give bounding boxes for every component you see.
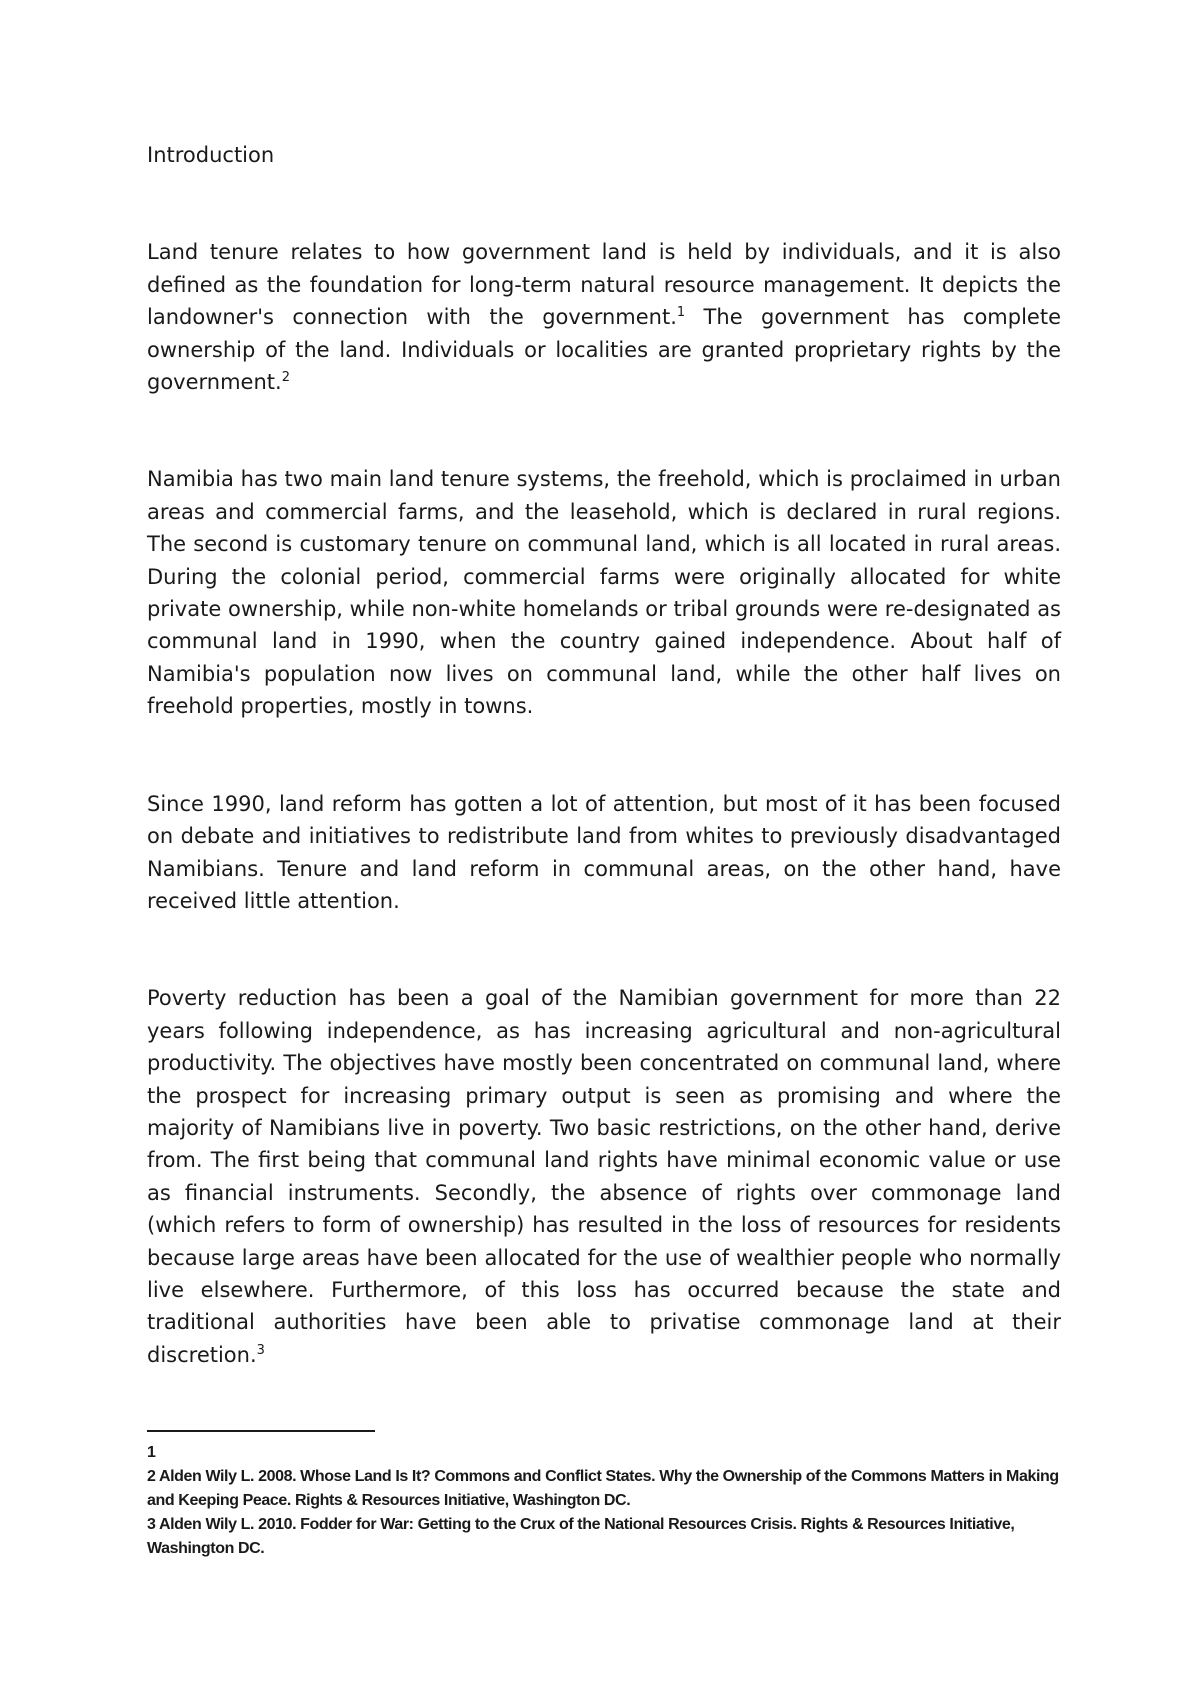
paragraph-text-continued: The government has complete ownership of the land. Individuals or localities are granted proprietary rights by the government. xyxy=(147,305,1061,395)
section-heading: Introduction xyxy=(147,143,275,167)
document-body xyxy=(147,139,1061,1371)
footnote-3: 3 Alden Wily L. 2010. Fodder for War: Getting to the Crux of the National Resources Crisis. Rights & Resources Initiative, Washington DC. xyxy=(147,1516,1015,1557)
paragraph-land-reform xyxy=(147,788,1061,918)
paragraph-text: Namibia has two main land tenure systems, the freehold, which is proclaimed in urban areas and commercial farms, and the leasehold, which is declared in rural regions. The second is customary tenure on communal land, which is all located in rural areas. During the colonial period, commercial farms were originally allocated for white private ownership, while non-white homelands or tribal grounds were re-designated as communal land in 1990, when the country gained independence. About half of Namibia's population now lives on communal land, while the other half lives on freehold properties, mostly in towns. xyxy=(147,467,1061,719)
footnote-1: 1 xyxy=(147,1444,156,1461)
paragraph-land-tenure xyxy=(147,236,1061,398)
footnote-ref-1[interactable]: 1 xyxy=(676,305,686,321)
footnote-2: 2 Alden Wily L. 2008. Whose Land Is It? Commons and Conflict States. Why the Ownership of the Commons Matters in Making and Keeping Peace. Rights & Resources Initiative, Washington DC. xyxy=(147,1468,1059,1509)
paragraph-text: Since 1990, land reform has gotten a lot of attention, but most of it has been focused on debate and initiatives to redistribute land from whites to previously disadvantaged Namibians. Tenure and land reform in communal areas, on the other hand, have received little attention. xyxy=(147,791,1061,913)
paragraph-text: Poverty reduction has been a goal of the Namibian government for more than 22 years following independence, as has increasing agricultural and non-agricultural productivity. The objectives have mostly been concentrated on communal land, where the prospect for increasing primary output is seen as promising and where the majority of Namibians live in poverty. Two basic restrictions, on the other hand, derive from. The first being that communal land rights have minimal economic value or use as financial instruments. Secondly, the absence of rights over commonage land (which refers to form of ownership) has resulted in the loss of resources for residents because large areas have been allocated for the use of wealthier people who normally live elsewhere. Furthermore, of this loss has occurred because the state and traditional authorities have been able to privatise commonage land at their discretion. xyxy=(147,986,1061,1367)
footnote-separator xyxy=(147,1430,375,1432)
paragraph-poverty-reduction xyxy=(147,982,1061,1371)
paragraph-tenure-systems xyxy=(147,463,1061,722)
footnotes xyxy=(147,1441,1077,1561)
footnote-ref-2[interactable]: 2 xyxy=(281,370,290,386)
footnote-ref-3[interactable]: 3 xyxy=(256,1342,265,1358)
paragraph-text: Land tenure relates to how government land is held by individuals, and it is also defined as the foundation for long-term natural resource management. It depicts the landowner's connection with the government. xyxy=(147,240,1061,330)
